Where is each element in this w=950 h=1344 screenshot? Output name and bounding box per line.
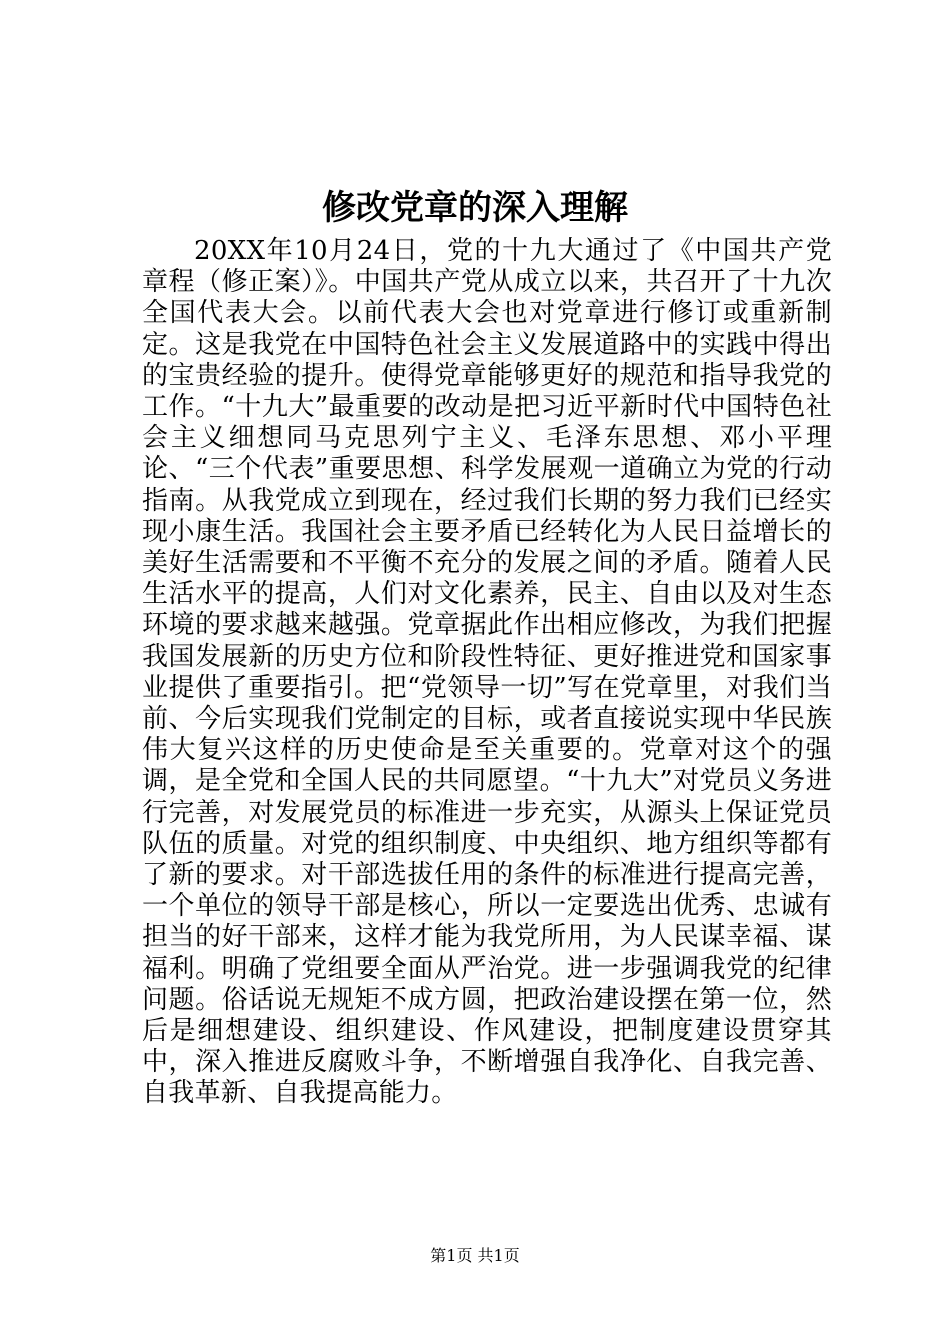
page-number-footer: 第1页 共1页 [430, 1246, 520, 1265]
document-body-paragraph: 20XX年10月24日，党的十九大通过了《中国共产党章程（修正案）》。中国共产党从成立以来，共召开了十九次全国代表大会。以前代表大会也对党章进行修订或重新制定。这是我党在中国特色社会主义发展道路中的实践中得出的宝贵经验的提升。使得党章能够更好的规范和指导我党的工作。“十九大”最重要的改动是把习近平新时代中国特色社会主义细想同马克思列宁主义、毛泽东思想、邓小平理论、“三个代表”重要思想、科学发展观一道确立为党的行动指南。从我党成立到现在，经过我们长期的努力我们已经实现小康生活。我国社会主要矛盾已经转化为人民日益增长的美好生活需要和不平衡不充分的发展之间的矛盾。随着人民生活水平的提高，人们对文化素养，民主、自由以及对生态环境的要求越来越强。党章据此作出相应修改，为我们把握我国发展新的历史方位和阶段性特征、更好推进党和国家事业提供了重要指引。把“党领导一切”写在党章里，对我们当前、今后实现我们党制定的目标，或者直接说实现中华民族伟大复兴这样的历史使命是至关重要的。党章对这个的强调，是全党和全国人民的共同愿望。“十九大”对党员义务进行完善，对发展党员的标准进一步充实，从源头上保证党员队伍的质量。对党的组织制度、中央组织、地方组织等都有了新的要求。对干部选拔任用的条件的标准进行提高完善，一个单位的领导干部是核心，所以一定要选出优秀、忠诚有担当的好干部来，这样才能为我党所用，为人民谋幸福、谋福利。明确了党组要全面从严治党。进一步强调我党的纪律问题。俗话说无规矩不成方圆，把政治建设摆在第一位，然后是细想建设、组织建设、作风建设，把制度建设贯穿其中，深入推进反腐败斗争，不断增强自我净化、自我完善、自我革新、自我提高能力。 [142, 236, 832, 1109]
document-title: 修改党章的深入理解 [322, 188, 628, 228]
